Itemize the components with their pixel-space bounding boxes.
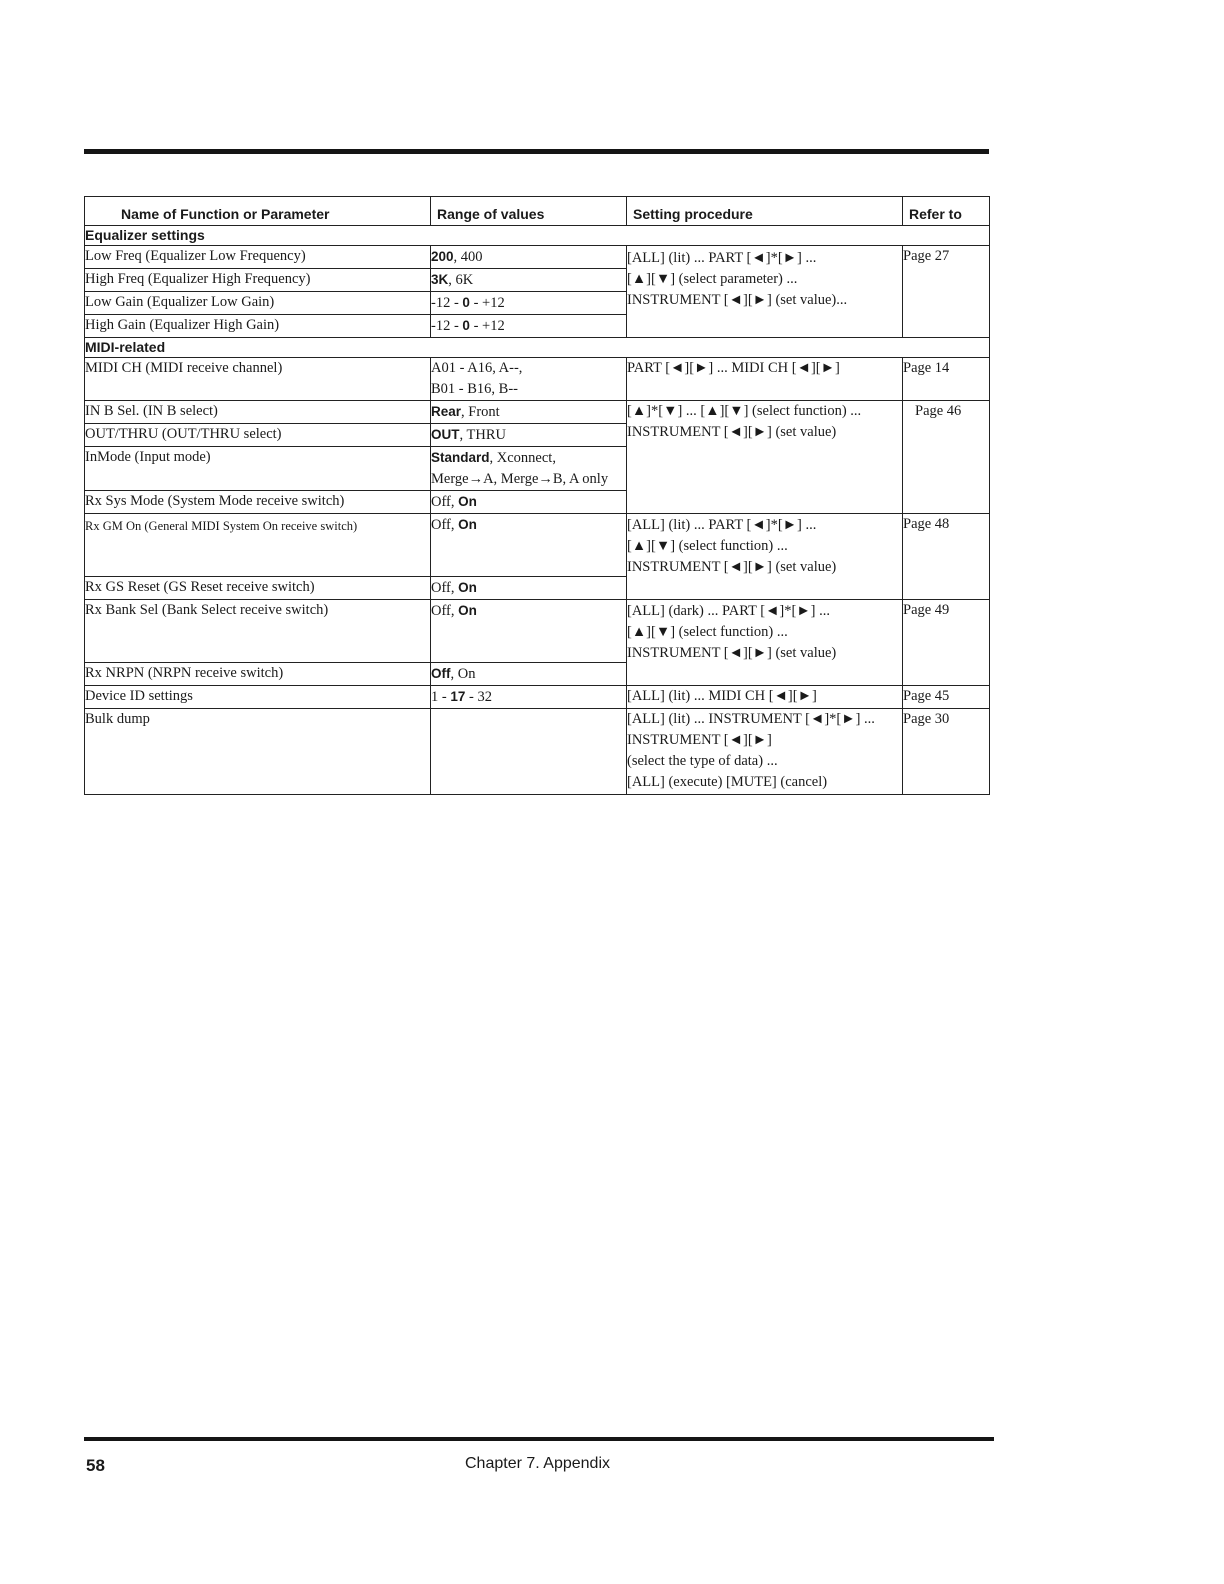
table-row [85,246,990,269]
header-refer: Refer to [903,197,990,226]
param-range: Standard, Xconnect, Merge→A, Merge→B, A only [431,447,627,491]
param-name: IN B Sel. (IN B select) [85,401,431,424]
table-row [85,686,990,709]
param-name: Rx Bank Sel (Bank Select receive switch) [85,600,431,663]
param-range: -12 - 0 - +12 [431,292,627,315]
section-title-equalizer: Equalizer settings [85,226,990,246]
table-row [85,600,990,663]
setting-procedure: [ALL] (dark) ... PART [◄]*[►] ... [▲][▼] (select function) ... INSTRUMENT [◄][►] (set value) [627,600,903,686]
setting-procedure: [ALL] (lit) ... PART [◄]*[►] ... [▲][▼] (select function) ... INSTRUMENT [◄][►] (set value) [627,514,903,600]
param-range: Off, On [431,491,627,514]
param-name: Low Gain (Equalizer Low Gain) [85,292,431,315]
table-row [85,709,990,795]
param-name: Rx GS Reset (GS Reset receive switch) [85,577,431,600]
table-header-row [85,197,990,226]
param-name: Rx GM On (General MIDI System On receive switch) [85,514,431,577]
refer-page: Page 30 [903,709,990,795]
param-range: 1 - 17 - 32 [431,686,627,709]
param-range: Rear, Front [431,401,627,424]
header-range: Range of values [431,197,627,226]
setting-procedure: [ALL] (lit) ... INSTRUMENT [◄]*[►] ... INSTRUMENT [◄][►] (select the type of data) ... [ALL] (execute) [MUTE] (cancel) [627,709,903,795]
param-range [431,709,627,795]
setting-procedure: [ALL] (lit) ... MIDI CH [◄][►] [627,686,903,709]
setting-procedure: PART [◄][►] ... MIDI CH [◄][►] [627,358,903,401]
refer-page: Page 46 [903,401,990,514]
param-name: MIDI CH (MIDI receive channel) [85,358,431,401]
param-name: High Gain (Equalizer High Gain) [85,315,431,338]
param-range: A01 - A16, A--, B01 - B16, B-- [431,358,627,401]
param-range: Off, On [431,514,627,577]
header-rule [84,149,989,154]
param-range: Off, On [431,663,627,686]
table-row [85,514,990,577]
refer-page: Page 27 [903,246,990,338]
param-name: InMode (Input mode) [85,447,431,491]
param-range: -12 - 0 - +12 [431,315,627,338]
param-range: Off, On [431,600,627,663]
page-number: 58 [86,1456,105,1475]
footer-rule [84,1437,994,1441]
refer-page: Page 45 [903,686,990,709]
table-row [85,358,990,401]
param-name: High Freq (Equalizer High Frequency) [85,269,431,292]
header-name: Name of Function or Parameter [85,197,431,226]
setting-procedure: [ALL] (lit) ... PART [◄]*[►] ... [▲][▼] (select parameter) ... INSTRUMENT [◄][►] (set value)... [627,246,903,338]
section-row-equalizer [85,226,990,246]
param-name: Device ID settings [85,686,431,709]
param-name: Rx NRPN (NRPN receive switch) [85,663,431,686]
param-range: OUT, THRU [431,424,627,447]
param-range: 3K, 6K [431,269,627,292]
param-range: 200, 400 [431,246,627,269]
chapter-title: Chapter 7. Appendix [465,1455,610,1472]
setting-procedure: [▲]*[▼] ... [▲][▼] (select function) ... INSTRUMENT [◄][►] (set value) [627,401,903,514]
refer-page: Page 48 [903,514,990,600]
param-name: Bulk dump [85,709,431,795]
param-name: Rx Sys Mode (System Mode receive switch) [85,491,431,514]
param-range: Off, On [431,577,627,600]
refer-page: Page 14 [903,358,990,401]
param-name: OUT/THRU (OUT/THRU select) [85,424,431,447]
param-name: Low Freq (Equalizer Low Frequency) [85,246,431,269]
section-row-midi [85,338,990,358]
parameter-table [84,196,990,795]
section-title-midi: MIDI-related [85,338,990,358]
table-row [85,401,990,424]
header-procedure: Setting procedure [627,197,903,226]
refer-page: Page 49 [903,600,990,686]
